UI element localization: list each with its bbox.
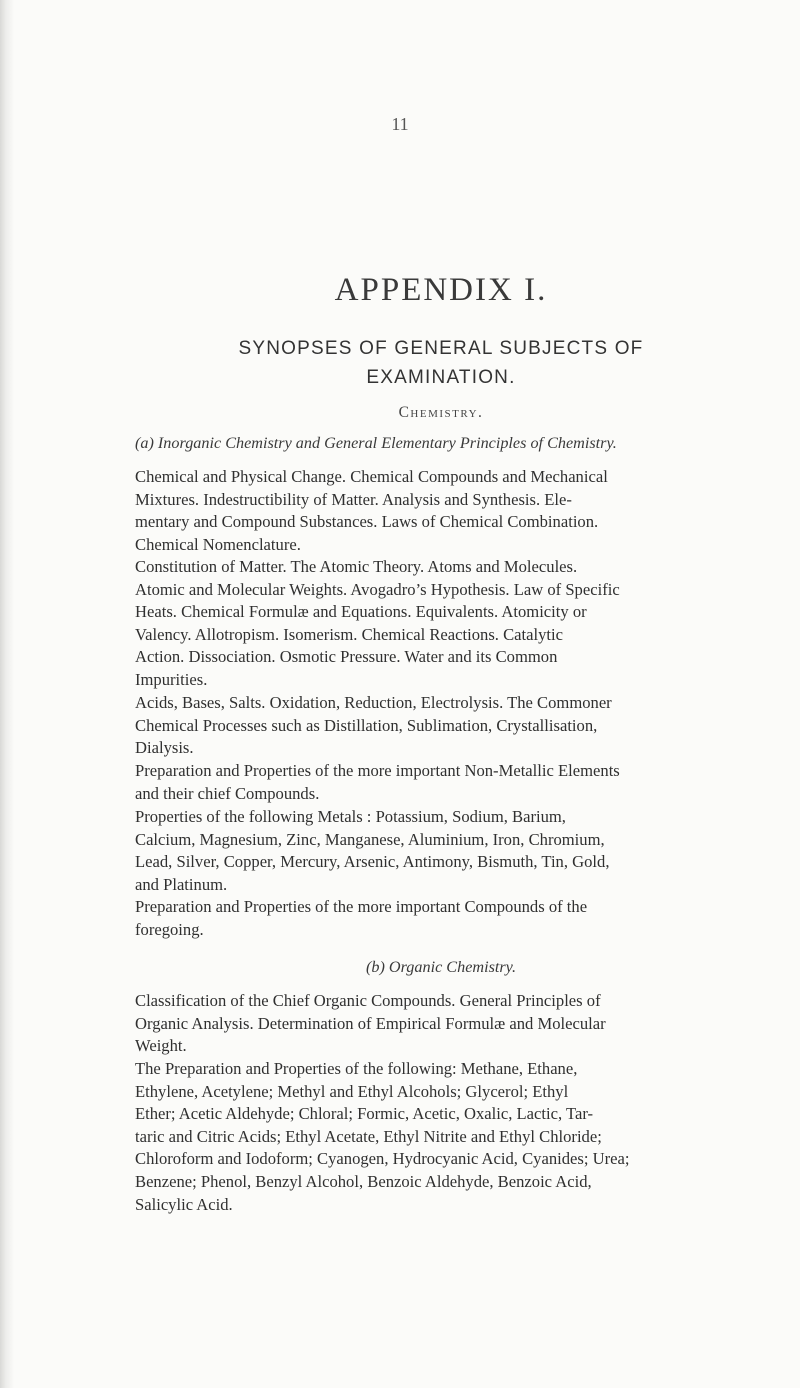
text-line: Chemical Processes such as Distillation, Sublimation, Crystallisation,	[135, 715, 598, 735]
text-line: Action. Dissociation. Osmotic Pressure. Water and its Common	[135, 647, 558, 667]
text-line: Acids, Bases, Salts. Oxidation, Reduction, Electrolysis. The Commoner	[135, 693, 612, 712]
text-line: Chemical and Physical Change. Chemical Compounds and Mechanical	[135, 467, 608, 486]
text-line: Benzene; Phenol, Benzyl Alcohol, Benzoic Aldehyde, Benzoic Acid,	[135, 1171, 592, 1191]
text-line: Heats. Chemical Formulæ and Equations. Equivalents. Atomicity or	[135, 602, 587, 622]
synopses-title-line-1: SYNOPSES OF GENERAL SUBJECTS OF	[238, 338, 644, 359]
section-a-paragraph-1	[135, 466, 747, 556]
text-line: Weight.	[135, 1036, 187, 1056]
text-line: Organic Analysis. Determination of Empirical Formulæ and Molecular	[135, 1013, 606, 1033]
text-line: Chloroform and Iodoform; Cyanogen, Hydrocyanic Acid, Cyanides; Urea;	[135, 1149, 630, 1169]
text-line: Ethylene, Acetylene; Methyl and Ethyl Alcohols; Glycerol; Ethyl	[135, 1081, 569, 1101]
text-line: Lead, Silver, Copper, Mercury, Arsenic, Antimony, Bismuth, Tin, Gold,	[135, 852, 610, 872]
text-line: taric and Citric Acids; Ethyl Acetate, Ethyl Nitrite and Ethyl Chloride;	[135, 1126, 602, 1146]
section-a-heading-text: (a) Inorganic Chemistry and General Elementary Principles of Chemistry.	[135, 434, 617, 452]
section-a-paragraph-5	[135, 806, 747, 896]
text-line: Calcium, Magnesium, Zinc, Manganese, Aluminium, Iron, Chromium,	[135, 829, 605, 849]
text-line: foregoing.	[135, 919, 204, 939]
text-line: and their chief Compounds.	[135, 783, 320, 803]
section-a-paragraph-2	[135, 556, 747, 692]
synopses-title	[135, 334, 747, 392]
text-line: Chemical Nomenclature.	[135, 534, 301, 554]
page-binding-shadow	[0, 0, 14, 1388]
text-line: and Platinum.	[135, 874, 228, 894]
section-b-heading	[135, 958, 747, 977]
section-a-heading	[135, 434, 747, 453]
text-line: Ether; Acetic Aldehyde; Chloral; Formic, Acetic, Oxalic, Lactic, Tar-	[135, 1104, 594, 1124]
text-line: Salicylic Acid.	[135, 1194, 233, 1214]
text-line: mentary and Compound Substances. Laws of Chemical Combination.	[135, 512, 599, 532]
section-a-paragraph-6	[135, 896, 747, 941]
subject-title: Chemistry.	[398, 404, 484, 421]
text-line: Preparation and Properties of the more important Compounds of the	[135, 897, 588, 916]
text-line: Classification of the Chief Organic Compounds. General Principles of	[135, 991, 601, 1010]
text-line: Properties of the following Metals : Potassium, Sodium, Barium,	[135, 807, 566, 826]
text-line: Atomic and Molecular Weights. Avogadro’s Hypothesis. Law of Specific	[135, 579, 620, 599]
text-line: The Preparation and Properties of the following: Methane, Ethane,	[135, 1059, 578, 1078]
appendix-title: APPENDIX I.	[334, 272, 548, 308]
synopses-title-line-2: EXAMINATION.	[366, 367, 516, 388]
section-b-paragraph-1	[135, 990, 747, 1058]
text-line: Preparation and Properties of the more important Non-Metallic Elements	[135, 761, 620, 780]
text-line: Valency. Allotropism. Isomerism. Chemical Reactions. Catalytic	[135, 624, 563, 644]
section-a-paragraph-4	[135, 760, 747, 805]
section-a-paragraph-3	[135, 692, 747, 760]
section-b-heading-text: (b) Organic Chemistry.	[365, 958, 517, 976]
section-b-paragraph-2	[135, 1058, 747, 1216]
text-line: Mixtures. Indestructibility of Matter. Analysis and Synthesis. Ele-	[135, 489, 572, 509]
text-line: Constitution of Matter. The Atomic Theory. Atoms and Molecules.	[135, 557, 578, 576]
page-number: 11	[391, 114, 409, 134]
text-line: Impurities.	[135, 669, 208, 689]
text-line: Dialysis.	[135, 738, 194, 758]
